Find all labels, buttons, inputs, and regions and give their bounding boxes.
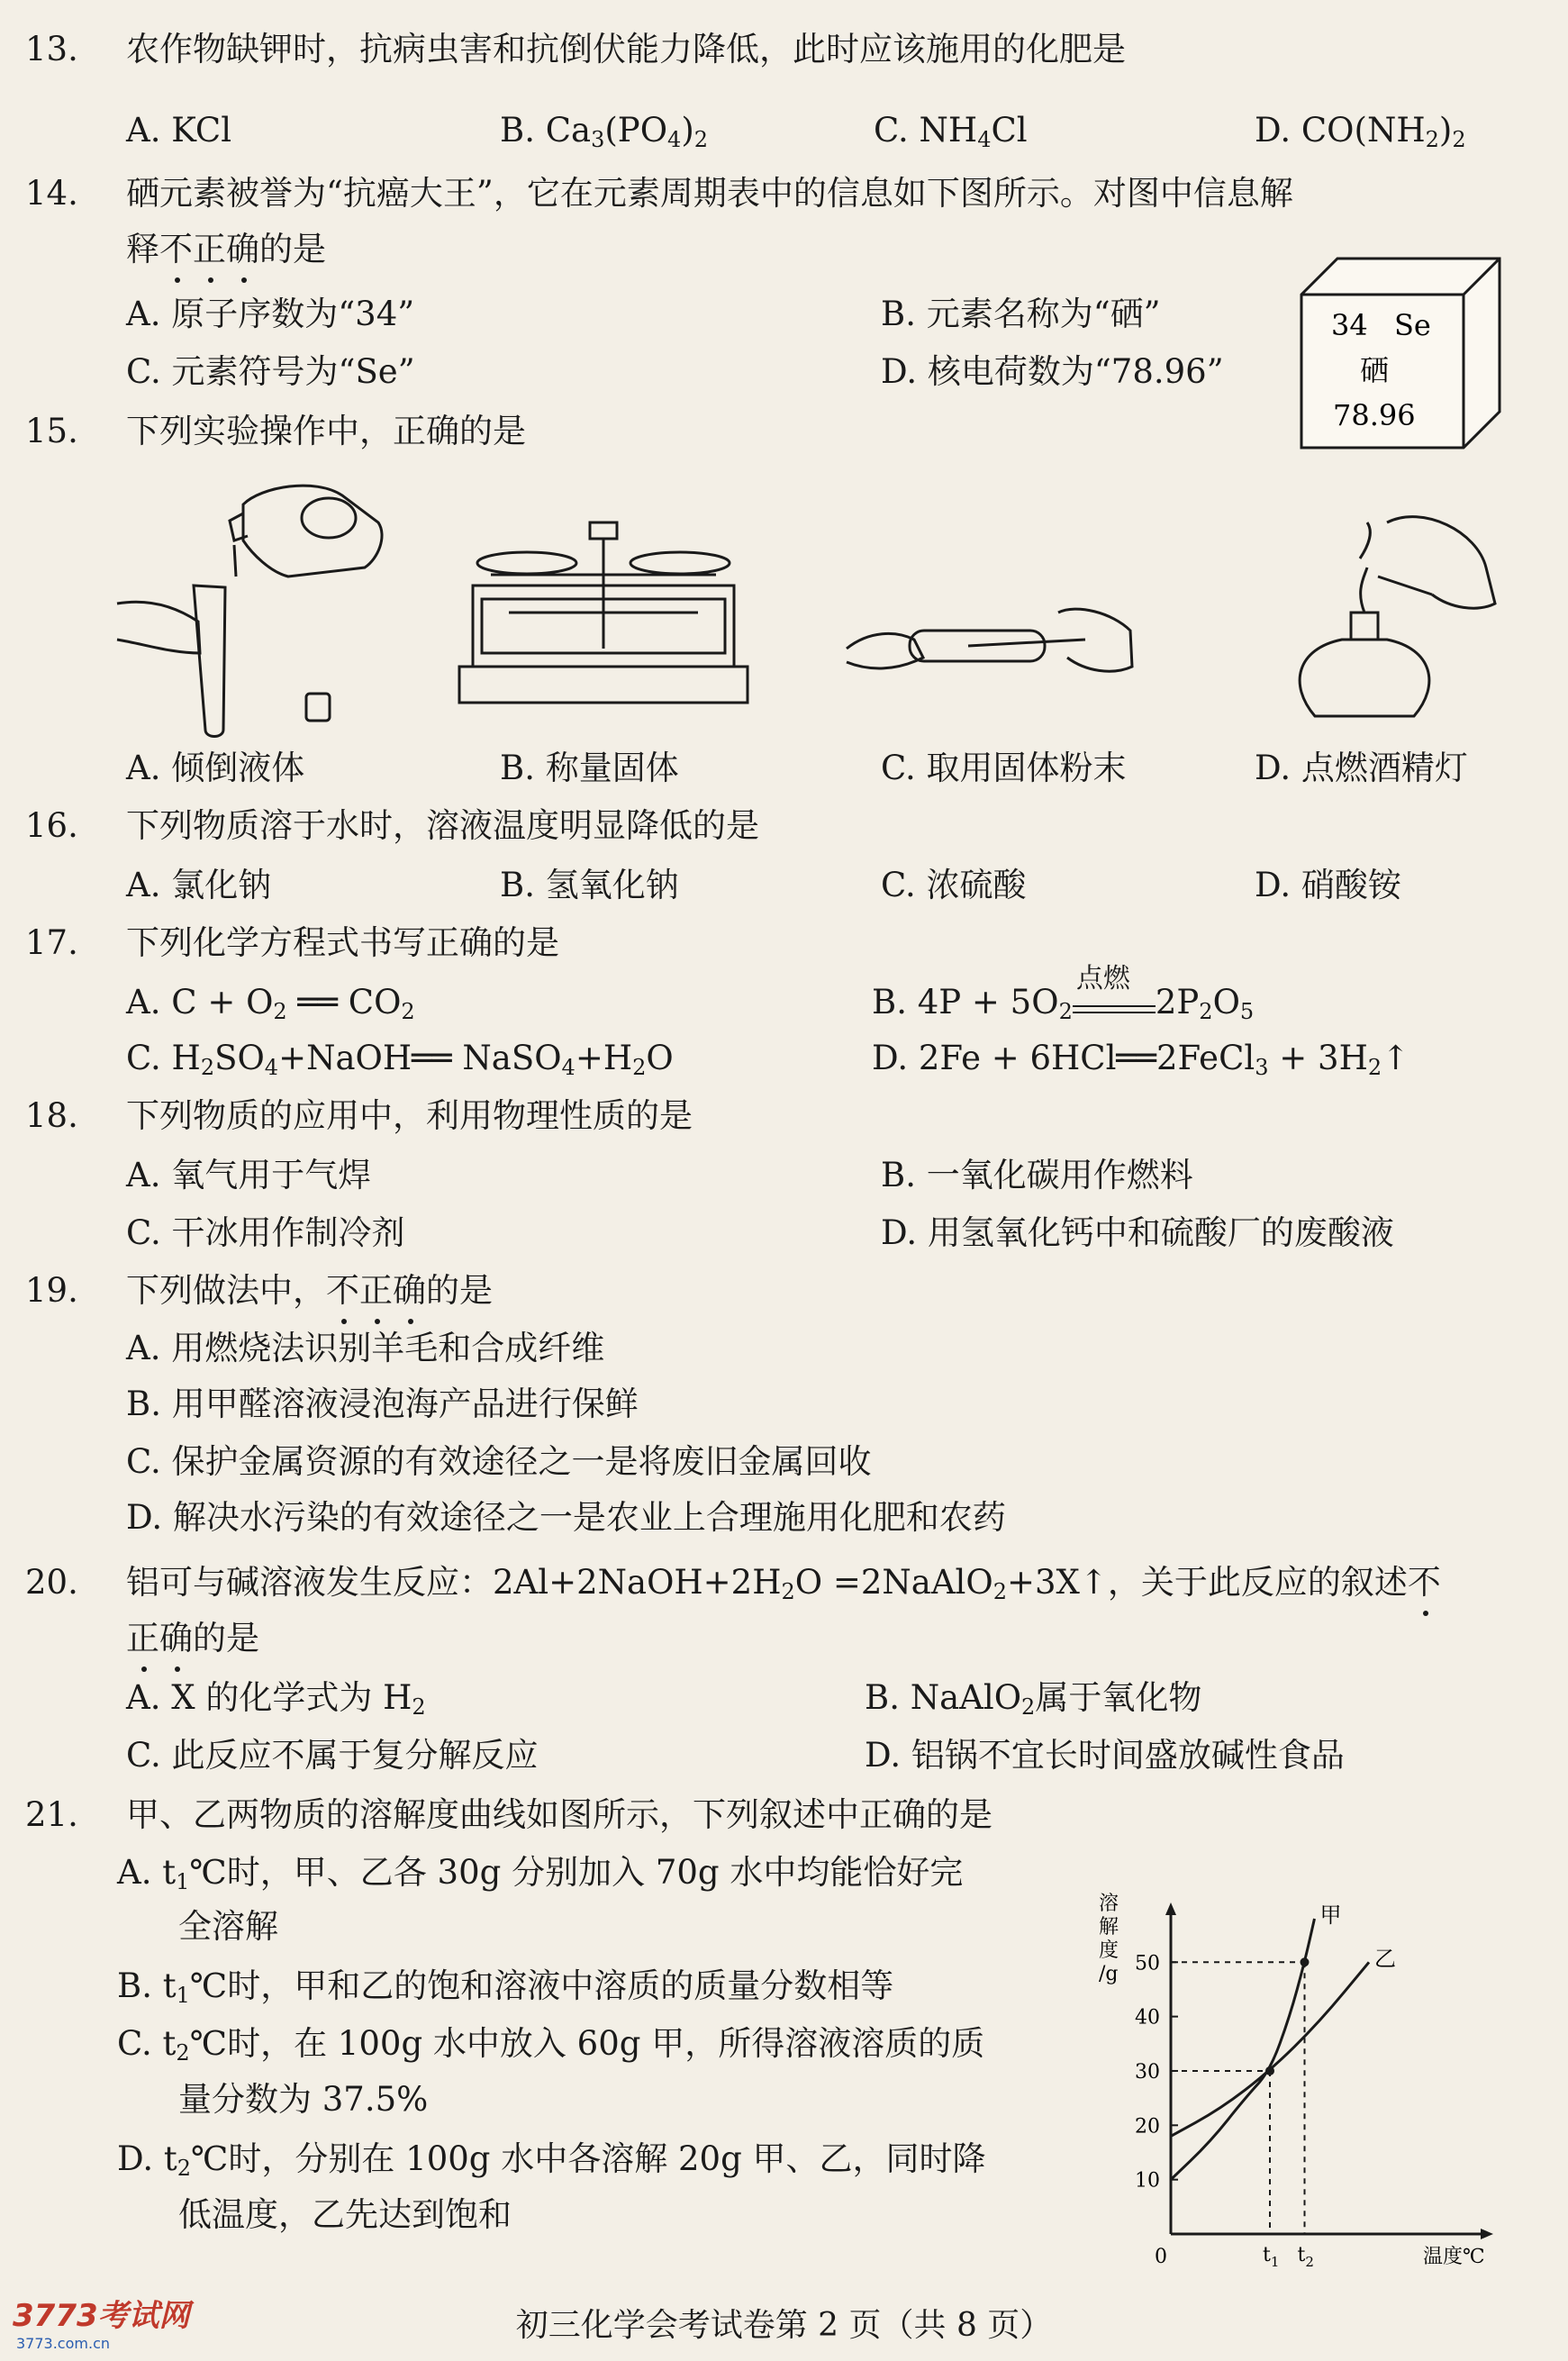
y-tick-label: 10 xyxy=(1135,2169,1160,2193)
site-logo: 3773考试网 3773.com.cn xyxy=(13,2298,190,2352)
q15-number: 15. xyxy=(25,412,78,450)
series-label: 甲 xyxy=(1319,1902,1342,1928)
reaction-condition: 点燃 xyxy=(1075,963,1130,994)
series-curve-yi xyxy=(1171,1962,1369,2136)
q19-number: 19. xyxy=(25,1271,78,1310)
x-axis-label: 温度℃ xyxy=(1423,2246,1485,2268)
q21-option-a-line1: A. $t_1℃$时，甲、乙各 30g 分别加入 70g 水中均能恰好完 xyxy=(117,1853,964,1894)
x-tick-label: $t_1$ xyxy=(1263,2244,1280,2270)
q20-option-b: B. NaAlO$_2$属于氧化物 xyxy=(865,1678,1202,1720)
y-tick-label: 30 xyxy=(1135,2060,1160,2084)
y-tick-label: 40 xyxy=(1135,2006,1160,2030)
q14-option-a: A. 原子序数为“34” xyxy=(126,295,415,333)
y-axis-label-char: /g xyxy=(1099,1963,1119,1985)
q18-number: 18. xyxy=(25,1096,78,1135)
q17-stem: 下列化学方程式书写正确的是 xyxy=(126,923,559,962)
y-tick-label: 20 xyxy=(1135,2115,1160,2139)
q21-option-c-line1: C. $t_2℃$时，在 100g 水中放入 60g 甲，所得溶液溶质的质 xyxy=(117,2024,985,2066)
q16-option-b: B. 氢氧化钠 xyxy=(500,866,679,904)
q17-option-b: B. $4P + 5O_2$ 点燃 $2P_2O_5$ xyxy=(872,963,1255,1024)
q14-option-b: B. 元素名称为“硒” xyxy=(881,295,1161,333)
q18-option-d: D. 用氢氧化钙中和硫酸厂的废酸液 xyxy=(881,1213,1394,1252)
q14-stem-line2: 释不正确的是 xyxy=(126,230,326,268)
q20-stem-line1: 铝可与碱溶液发生反应：$2Al+2NaOH+2H_2O$ =2NaAlO$_2$+3X↑，关于此反应的叙述不 xyxy=(126,1563,1441,1604)
alcohol-lamp-illustration xyxy=(1261,504,1513,721)
element-symbol: Se xyxy=(1394,308,1431,342)
q21-option-b: B. $t_1℃$时，甲和乙的饱和溶液中溶质的质量分数相等 xyxy=(117,1966,894,2008)
q19-stem: 下列做法中，不正确的是 xyxy=(126,1271,493,1310)
q18-option-a: A. 氧气用于气焊 xyxy=(126,1156,372,1194)
q19-option-a: A. 用燃烧法识别羊毛和合成纤维 xyxy=(126,1329,605,1367)
x-axis-arrow xyxy=(1481,2229,1493,2239)
y-axis-label-char: 溶 xyxy=(1099,1893,1119,1915)
q16-option-d: D. 硝酸铵 xyxy=(1255,866,1401,904)
q19-option-c: C. 保护金属资源的有效途径之一是将废旧金属回收 xyxy=(126,1442,872,1481)
y-axis-arrow xyxy=(1165,1902,1176,1915)
q17-option-d: D. 2Fe + 6HCl══2FeCl$_3$ + $3H_2↑$ xyxy=(872,1039,1410,1080)
q13-option-c: C. $NH_4Cl$ xyxy=(874,111,1028,152)
q18-stem: 下列物质的应用中，利用物理性质的是 xyxy=(126,1096,693,1135)
q19-option-d: D. 解决水污染的有效途径之一是农业上合理施用化肥和农药 xyxy=(126,1498,1006,1537)
q21-option-d-line2: 低温度，乙先达到饱和 xyxy=(178,2195,512,2234)
q13-option-b: B. $Ca_3(PO_4)_2$ xyxy=(500,111,709,152)
q17-option-a: A. $C + O_2$ ══ $CO_2$ xyxy=(126,983,415,1024)
q21-stem: 甲、乙两物质的溶解度曲线如图所示，下列叙述中正确的是 xyxy=(126,1795,992,1834)
q13-stem: 农作物缺钾时，抗病虫害和抗倒伏能力降低，此时应该施用的化肥是 xyxy=(126,30,1126,68)
q21-option-c-line2: 量分数为 37.5% xyxy=(178,2080,429,2119)
x-tick-label: $t_2$ xyxy=(1297,2244,1314,2270)
q20-option-c: C. 此反应不属于复分解反应 xyxy=(126,1736,539,1775)
powder-tube-illustration xyxy=(842,586,1139,703)
q21-option-a-line2: 全溶解 xyxy=(178,1907,278,1946)
q13-option-d: D. $CO(NH_2)_2$ xyxy=(1255,111,1466,152)
y-axis-label xyxy=(1099,1893,1119,1985)
q20-stem-line2: 正确的是 xyxy=(126,1619,259,1657)
q18-option-c: C. 干冰用作制冷剂 xyxy=(126,1213,405,1252)
q14-option-c: C. 元素符号为“Se” xyxy=(126,352,415,391)
q16-option-a: A. 氯化钠 xyxy=(126,866,272,904)
q20-option-d: D. 铝锅不宜长时间盛放碱性食品 xyxy=(865,1736,1345,1775)
q21-option-d-line1: D. $t_2℃$时，分别在 100g 水中各溶解 20g 甲、乙，同时降 xyxy=(117,2139,986,2181)
q21-number: 21. xyxy=(25,1795,78,1834)
q16-option-c: C. 浓硫酸 xyxy=(881,866,1027,904)
q20-number: 20. xyxy=(25,1563,78,1602)
q13-option-a: A. KCl xyxy=(126,111,232,150)
q16-number: 16. xyxy=(25,806,78,845)
q15-option-d: D. 点燃酒精灯 xyxy=(1255,749,1468,787)
q16-stem: 下列物质溶于水时，溶液温度明显降低的是 xyxy=(126,806,759,845)
balance-illustration xyxy=(455,513,752,721)
page-footer: 初三化学会考试卷第 2 页（共 8 页） xyxy=(515,2307,1053,2344)
q18-option-b: B. 一氧化碳用作燃料 xyxy=(881,1156,1193,1194)
q15-option-b: B. 称量固体 xyxy=(500,749,679,787)
element-mass: 78.96 xyxy=(1333,398,1416,432)
solubility-chart xyxy=(1081,1874,1531,2270)
q17-number: 17. xyxy=(25,923,78,962)
pour-liquid-illustration xyxy=(108,468,405,739)
q19-option-b: B. 用甲醛溶液浸泡海产品进行保鲜 xyxy=(126,1385,639,1423)
q15-option-a: A. 倾倒液体 xyxy=(126,749,305,787)
y-axis-label-char: 解 xyxy=(1099,1916,1119,1939)
element-cell-box xyxy=(1297,254,1504,452)
q13-number: 13. xyxy=(25,30,78,68)
origin-label: 0 xyxy=(1155,2246,1167,2268)
q15-option-c: C. 取用固体粉末 xyxy=(881,749,1127,787)
series-label: 乙 xyxy=(1374,1946,1396,1972)
q15-stem: 下列实验操作中，正确的是 xyxy=(126,412,526,450)
y-axis-label-char: 度 xyxy=(1099,1939,1119,1962)
element-number: 34 xyxy=(1331,308,1368,342)
q14-stem-line1: 硒元素被誉为“抗癌大王”，它在元素周期表中的信息如下图所示。对图中信息解 xyxy=(126,174,1293,213)
y-tick-label: 50 xyxy=(1135,1952,1160,1975)
q14-number: 14. xyxy=(25,174,78,213)
q20-option-a: A. X 的化学式为 $H_2$ xyxy=(126,1678,426,1720)
q17-option-c: C. $H_2SO_4+NaOH══$ $NaSO_4+H_2O$ xyxy=(126,1039,674,1080)
q14-option-d: D. 核电荷数为“78.96” xyxy=(881,352,1224,391)
element-name: 硒 xyxy=(1360,353,1390,387)
